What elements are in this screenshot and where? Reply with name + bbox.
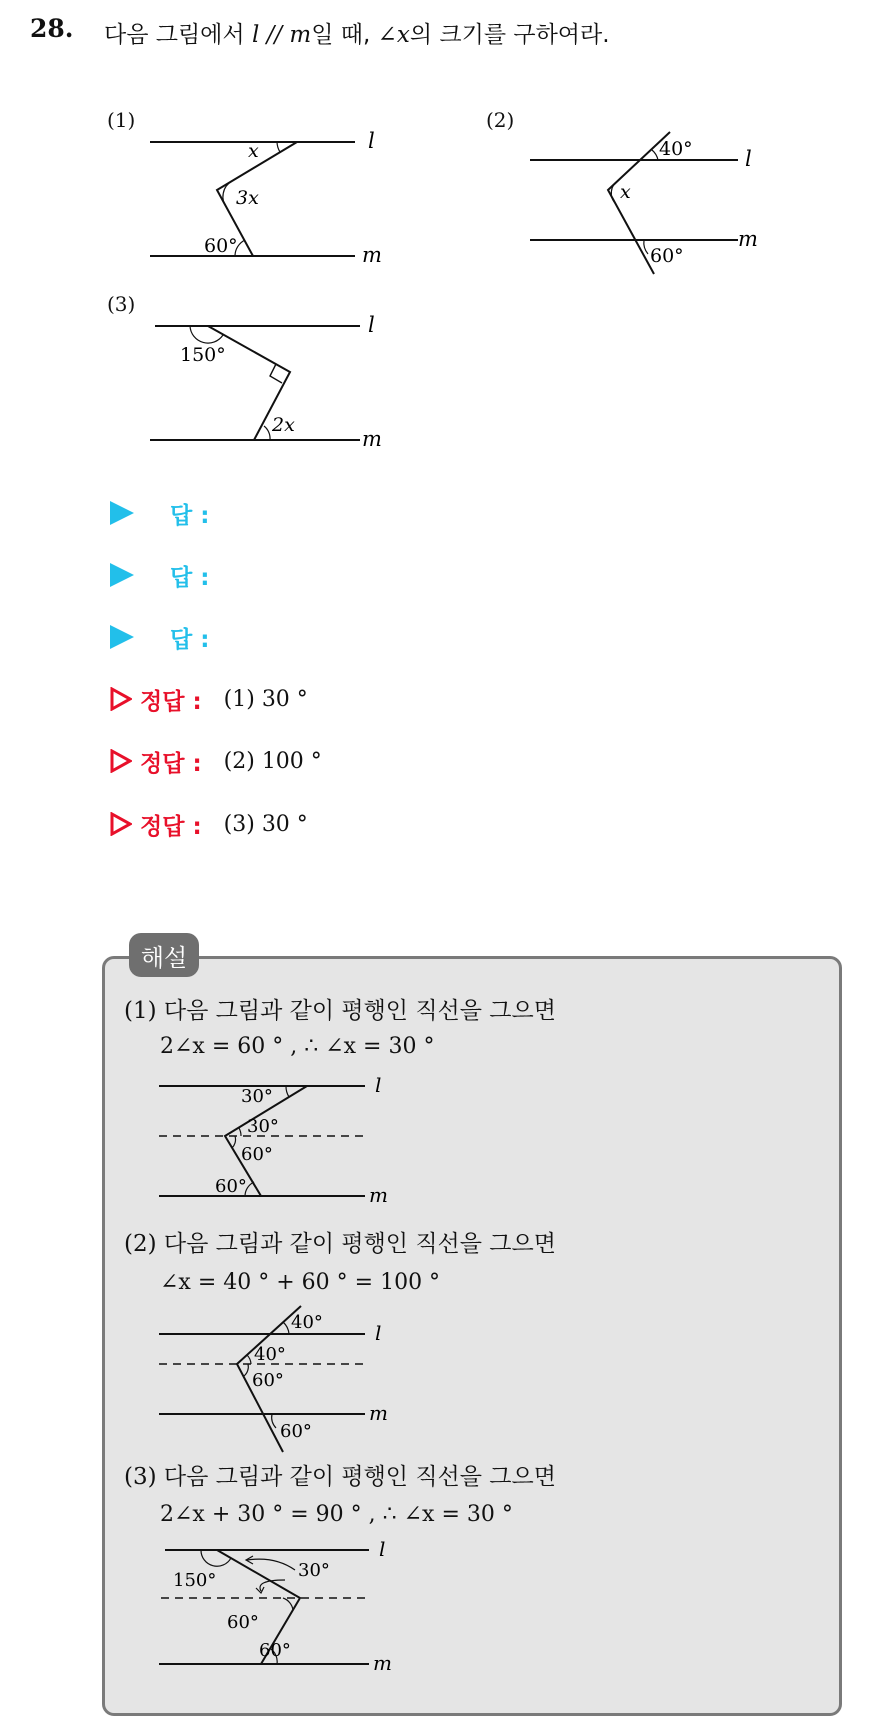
figure-2-angle-40: 40°	[659, 138, 693, 160]
diagram-label: 60°	[215, 1176, 247, 1197]
diagram-label: m	[369, 1183, 388, 1207]
figure-1-angle-60: 60°	[204, 235, 238, 257]
figure-1-angle-x: x	[248, 140, 259, 162]
outline-triangle-icon	[110, 749, 132, 773]
diagram-label: 30°	[241, 1086, 273, 1107]
figure-3-line-l: l	[368, 313, 375, 337]
outline-triangle-icon	[110, 812, 132, 836]
answer-blank-1[interactable]	[110, 495, 209, 531]
figure-2-angle-x: x	[620, 181, 631, 203]
explanation-part-1-text: (1) 다음 그림과 같이 평행인 직선을 그으면	[124, 998, 556, 1024]
correct-answer-3	[110, 806, 308, 842]
explanation-part-2-figure	[155, 1304, 405, 1456]
diagram-label: m	[373, 1651, 392, 1675]
answer-label: 답 :	[170, 626, 210, 653]
figure-3-angle-150: 150°	[180, 344, 226, 366]
figure-1-line-m: m	[362, 243, 382, 267]
diagram-label: 60°	[252, 1370, 284, 1391]
diagram-label: l	[375, 1321, 382, 1345]
explanation-part-1-figure	[155, 1072, 405, 1210]
figure-2-angle-60: 60°	[650, 245, 684, 267]
diagram-label: 60°	[241, 1144, 273, 1165]
diagram-label: 150°	[173, 1570, 217, 1591]
diagram-label: m	[369, 1401, 388, 1425]
diagram-label: 30°	[298, 1560, 330, 1581]
question-number: 28.	[30, 14, 74, 43]
figure-2-label: (2)	[486, 108, 515, 132]
explanation-part-3-text: (3) 다음 그림과 같이 평행인 직선을 그으면	[124, 1464, 556, 1490]
diagram-label: 60°	[227, 1612, 259, 1633]
figure-3-angle-2x: 2x	[272, 414, 295, 436]
answer-blank-2[interactable]	[110, 557, 209, 593]
figure-1-line-l: l	[368, 129, 375, 153]
diagram-label: 60°	[259, 1640, 291, 1661]
correct-label: 정답 :	[140, 813, 202, 840]
figure-1-label: (1)	[107, 108, 136, 132]
diagram-label: 40°	[291, 1312, 323, 1333]
explanation-tag: 해설	[129, 933, 199, 977]
answer-blank-3[interactable]	[110, 619, 209, 655]
explanation-part-2-equation: ∠x = 40 ° + 60 ° = 100 °	[160, 1270, 441, 1295]
diagram-label: 40°	[254, 1344, 286, 1365]
figure-1-diagram	[140, 128, 400, 270]
diagram-label: 30°	[247, 1116, 279, 1137]
question-text: 다음 그림에서 l // m일 때, ∠x의 크기를 구하여라.	[104, 22, 610, 48]
figure-2-line-m: m	[738, 227, 758, 251]
diagram-label: l	[379, 1537, 386, 1561]
figure-3-diagram	[140, 312, 400, 458]
figure-3-line-m: m	[362, 427, 382, 451]
outline-triangle-icon	[110, 687, 132, 711]
explanation-part-3-figure	[155, 1536, 405, 1676]
correct-answer-1	[110, 681, 308, 717]
correct-value: (3) 30 °	[223, 811, 308, 837]
play-triangle-icon	[110, 563, 134, 587]
play-triangle-icon	[110, 625, 134, 649]
correct-label: 정답 :	[140, 688, 202, 715]
explanation-part-1-equation: 2∠x = 60 ° , ∴ ∠x = 30 °	[160, 1034, 435, 1059]
figure-2-line-l: l	[745, 147, 752, 171]
explanation-part-3-equation: 2∠x + 30 ° = 90 ° , ∴ ∠x = 30 °	[160, 1502, 513, 1527]
play-triangle-icon	[110, 501, 134, 525]
diagram-label: 60°	[280, 1421, 312, 1442]
answer-label: 답 :	[170, 502, 210, 529]
answer-label: 답 :	[170, 564, 210, 591]
diagram-label: l	[375, 1073, 382, 1097]
correct-value: (2) 100 °	[223, 748, 322, 774]
figure-1-angle-3x: 3x	[236, 187, 259, 209]
correct-answer-2	[110, 743, 322, 779]
explanation-part-2-text: (2) 다음 그림과 같이 평행인 직선을 그으면	[124, 1231, 556, 1257]
figure-3-label: (3)	[107, 292, 136, 316]
figure-2-diagram	[520, 128, 770, 278]
correct-label: 정답 :	[140, 750, 202, 777]
correct-value: (1) 30 °	[223, 686, 308, 712]
